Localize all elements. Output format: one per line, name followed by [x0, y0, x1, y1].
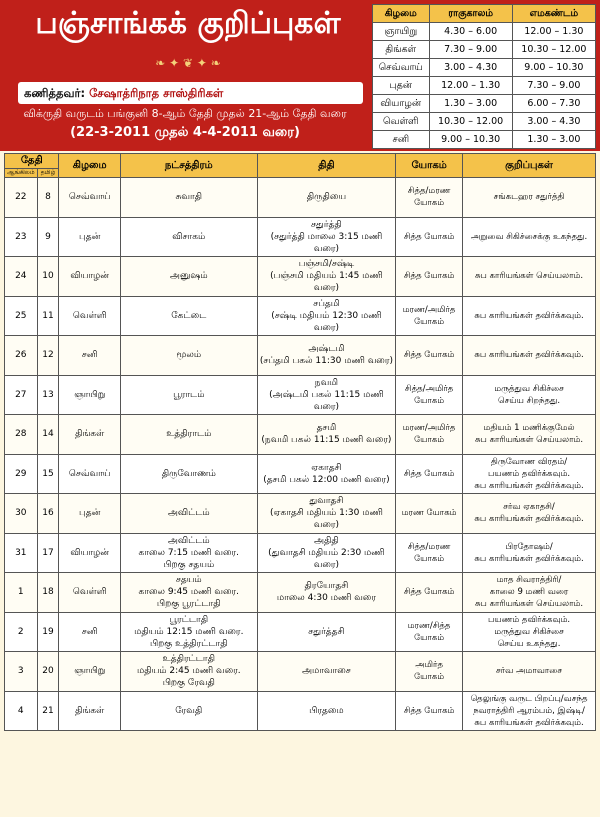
date-english-cell: 26	[5, 336, 38, 376]
notes-cell: சுப காரியங்கள் செய்யலாம்.	[463, 257, 596, 297]
header-notes: குறிப்புகள்	[463, 154, 596, 178]
date-english-cell: 31	[5, 533, 38, 573]
date-tamil-cell: 15	[37, 454, 59, 494]
rahu-kalam-cell: 12.00 – 1.30	[429, 77, 512, 95]
yoga-cell: சித்த/மரண யோகம்	[396, 178, 463, 218]
date-tamil-cell: 10	[37, 257, 59, 297]
day-cell: வியாழன்	[59, 257, 120, 297]
tithi-cell: பஞ்சமி/சஷ்டி (பஞ்சமி மதியம் 1:45 மணி வரை)	[257, 257, 396, 297]
rahu-table-row	[373, 23, 596, 41]
rahu-table-row	[373, 41, 596, 59]
tithi-cell: தசமி (நவமி பகல் 11:15 மணி வரை)	[257, 415, 396, 455]
table-row	[5, 612, 596, 652]
rahu-day-cell: வியாழன்	[373, 95, 430, 113]
star-cell: ரேவதி	[120, 691, 257, 731]
header-day: கிழமை	[59, 154, 120, 178]
notes-cell: திருவோண விரதம்/ பயணம் தவிர்க்கவும். சுப காரியங்கள் தவிர்க்கவும்.	[463, 454, 596, 494]
tithi-cell: திருதியை	[257, 178, 396, 218]
table-row	[5, 691, 596, 731]
ornament-divider: ❧ ✦ ❦ ✦ ❧	[155, 56, 221, 70]
table-row	[5, 178, 596, 218]
emagandam-cell: 10.30 – 12.00	[512, 41, 595, 59]
day-cell: புதன்	[59, 494, 120, 534]
table-row	[5, 454, 596, 494]
rahu-table-row	[373, 131, 596, 149]
rahu-header-cell: ராகுகாலம்	[429, 5, 512, 23]
star-cell: அவிட்டம் காலை 7:15 மணி வரை. பிறகு சதயம்	[120, 533, 257, 573]
day-cell: செவ்வாய்	[59, 454, 120, 494]
star-cell: கேட்டை	[120, 296, 257, 336]
day-cell: திங்கள்	[59, 415, 120, 455]
date-tamil-cell: 19	[37, 612, 59, 652]
header-panel	[0, 0, 600, 151]
date-english-cell: 29	[5, 454, 38, 494]
date-english-cell: 23	[5, 217, 38, 257]
yoga-cell: சித்த யோகம்	[396, 336, 463, 376]
date-tamil-cell: 18	[37, 573, 59, 613]
panchangam-table	[4, 153, 596, 731]
tithi-cell: பிரதமை	[257, 691, 396, 731]
yoga-cell: மரண யோகம்	[396, 494, 463, 534]
rahu-table-body	[373, 23, 596, 149]
rahu-kalam-cell: 10.30 – 12.00	[429, 113, 512, 131]
yoga-cell: மரண/அமிர்த யோகம்	[396, 415, 463, 455]
rahu-kalam-table	[372, 4, 596, 149]
date-tamil-cell: 12	[37, 336, 59, 376]
period-dates: (22-3-2011 முதல் 4-4-2011 வரை)	[70, 125, 300, 140]
day-cell: திங்கள்	[59, 691, 120, 731]
rahu-kalam-cell: 7.30 – 9.00	[429, 41, 512, 59]
yoga-cell: சித்த யோகம்	[396, 454, 463, 494]
date-english-cell: 30	[5, 494, 38, 534]
date-english-cell: 28	[5, 415, 38, 455]
star-cell: அவிட்டம்	[120, 494, 257, 534]
date-english-cell: 25	[5, 296, 38, 336]
table-row	[5, 217, 596, 257]
tithi-cell: திரயோதசி மாலை 4:30 மணி வரை	[257, 573, 396, 613]
author-label: கணித்தவர்:	[24, 86, 86, 100]
tithi-cell: சதுர்த்தி (சதுர்த்தி மாலை 3:15 மணி வரை)	[257, 217, 396, 257]
emagandam-cell: 7.30 – 9.00	[512, 77, 595, 95]
author-name: சேஷாத்ரிநாத சாஸ்திரிகள்	[89, 86, 224, 100]
header-tithi: திதி	[257, 154, 396, 178]
main-table-body	[5, 178, 596, 731]
day-cell: ஞாயிறு	[59, 652, 120, 692]
star-cell: திருவோணம்	[120, 454, 257, 494]
table-row	[5, 573, 596, 613]
main-table-header	[5, 154, 596, 169]
date-tamil-cell: 8	[37, 178, 59, 218]
notes-cell: சுப காரியங்கள் தவிர்க்கவும்.	[463, 336, 596, 376]
day-cell: வெள்ளி	[59, 296, 120, 336]
table-row	[5, 375, 596, 415]
page-title: பஞ்சாங்கக் குறிப்புகள்	[35, 6, 341, 41]
star-cell: விசாகம்	[120, 217, 257, 257]
star-cell: பூரட்டாதி மதியம் 12:15 மணி வரை. பிறகு உத்திரட்டாதி	[120, 612, 257, 652]
date-tamil-cell: 11	[37, 296, 59, 336]
day-cell: புதன்	[59, 217, 120, 257]
rahu-day-cell: புதன்	[373, 77, 430, 95]
date-tamil-cell: 20	[37, 652, 59, 692]
rahu-day-cell: செவ்வாய்	[373, 59, 430, 77]
table-row	[5, 494, 596, 534]
yoga-cell: மரண/அமிர்த யோகம்	[396, 296, 463, 336]
yoga-cell: சித்த யோகம்	[396, 691, 463, 731]
rahu-table-header	[373, 5, 596, 23]
notes-cell: பிரதோஷம்/ சுப காரியங்கள் தவிர்க்கவும்.	[463, 533, 596, 573]
tithi-cell: துவாதசி (ஏகாதசி மதியம் 1:30 மணி வரை)	[257, 494, 396, 534]
day-cell: சனி	[59, 612, 120, 652]
rahu-table-row	[373, 95, 596, 113]
author-line	[18, 82, 363, 104]
star-cell: சுவாதி	[120, 178, 257, 218]
header-date: தேதி	[5, 154, 59, 169]
period-line: விக்ருதி வருடம் பங்குனி 8-ஆம் தேதி முதல் 21-ஆம் தேதி வரை	[23, 107, 347, 120]
date-tamil-cell: 16	[37, 494, 59, 534]
tithi-cell: அமாவாசை	[257, 652, 396, 692]
date-tamil-cell: 17	[37, 533, 59, 573]
rahu-header-cell: எமகண்டம்	[512, 5, 595, 23]
date-tamil-cell: 14	[37, 415, 59, 455]
star-cell: உத்திராடம்	[120, 415, 257, 455]
table-row	[5, 257, 596, 297]
date-english-cell: 22	[5, 178, 38, 218]
table-row	[5, 296, 596, 336]
date-tamil-cell: 13	[37, 375, 59, 415]
date-english-cell: 3	[5, 652, 38, 692]
day-cell: சனி	[59, 336, 120, 376]
notes-cell: அறுவை சிகிச்சைக்கு உகந்தது.	[463, 217, 596, 257]
yoga-cell: அமிர்த யோகம்	[396, 652, 463, 692]
rahu-header-cell: கிழமை	[373, 5, 430, 23]
date-english-cell: 27	[5, 375, 38, 415]
notes-cell: சர்வ அமாவாசை	[463, 652, 596, 692]
table-row	[5, 415, 596, 455]
tithi-cell: அதிதி (துவாதசி மதியம் 2:30 மணி வரை)	[257, 533, 396, 573]
date-tamil-cell: 9	[37, 217, 59, 257]
notes-cell: மருத்துவ சிகிச்சை செய்ய சிறந்தது.	[463, 375, 596, 415]
notes-cell: தெலுங்கு வருட பிறப்பு/வசந்த நவராத்திரி ஆரம்பம், இஷ்டி/ சுப காரியங்கள் தவிர்க்கவும்.	[463, 691, 596, 731]
tithi-cell: நவமி (அஷ்டமி பகல் 11:15 மணி வரை)	[257, 375, 396, 415]
star-cell: உத்திரட்டாதி மதியம் 2:45 மணி வரை. பிறகு ரேவதி	[120, 652, 257, 692]
tithi-cell: சப்தமி (சஷ்டி மதியம் 12:30 மணி வரை)	[257, 296, 396, 336]
notes-cell: பயணம் தவிர்க்கவும். மருத்துவ சிகிச்சை செய்ய உகந்தது.	[463, 612, 596, 652]
rahu-table-row	[373, 59, 596, 77]
yoga-cell: சித்த/அமிர்த யோகம்	[396, 375, 463, 415]
day-cell: செவ்வாய்	[59, 178, 120, 218]
date-english-cell: 2	[5, 612, 38, 652]
date-english-cell: 24	[5, 257, 38, 297]
yoga-cell: சித்த யோகம்	[396, 573, 463, 613]
notes-cell: சங்கடஹர சதுர்த்தி	[463, 178, 596, 218]
rahu-kalam-cell: 3.00 – 4.30	[429, 59, 512, 77]
header-yoga: யோகம்	[396, 154, 463, 178]
date-english-cell: 1	[5, 573, 38, 613]
notes-cell: சர்வ ஏகாதசி/ சுப காரியங்கள் தவிர்க்கவும்.	[463, 494, 596, 534]
day-cell: வெள்ளி	[59, 573, 120, 613]
star-cell: சதயம் காலை 9:45 மணி வரை. பிறகு பூரட்டாதி	[120, 573, 257, 613]
rahu-kalam-cell: 1.30 – 3.00	[429, 95, 512, 113]
table-row	[5, 336, 596, 376]
yoga-cell: சித்த யோகம்	[396, 257, 463, 297]
yoga-cell: மரண/சித்த யோகம்	[396, 612, 463, 652]
rahu-day-cell: வெள்ளி	[373, 113, 430, 131]
star-cell: மூலம்	[120, 336, 257, 376]
notes-cell: சுப காரியங்கள் தவிர்க்கவும்.	[463, 296, 596, 336]
date-english-cell: 4	[5, 691, 38, 731]
emagandam-cell: 3.00 – 4.30	[512, 113, 595, 131]
tithi-cell: ஏகாதசி (தசமி பகல் 12:00 மணி வரை)	[257, 454, 396, 494]
star-cell: பூராடம்	[120, 375, 257, 415]
emagandam-cell: 9.00 – 10.30	[512, 59, 595, 77]
table-row	[5, 652, 596, 692]
day-cell: வியாழன்	[59, 533, 120, 573]
date-tamil-cell: 21	[37, 691, 59, 731]
rahu-day-cell: ஞாயிறு	[373, 23, 430, 41]
header-date-tamil: தமிழ்	[37, 169, 59, 178]
emagandam-cell: 12.00 – 1.30	[512, 23, 595, 41]
day-cell: ஞாயிறு	[59, 375, 120, 415]
star-cell: அனுஷம்	[120, 257, 257, 297]
yoga-cell: சித்த/மரண யோகம்	[396, 533, 463, 573]
rahu-day-cell: சனி	[373, 131, 430, 149]
tithi-cell: சதுர்த்தசி	[257, 612, 396, 652]
notes-cell: மதியம் 1 மணிக்குமேல் சுப காரியங்கள் செய்யலாம்.	[463, 415, 596, 455]
notes-cell: மாத சிவராத்திரி/ காலை 9 மணி வரை சுப காரியங்கள் செய்யலாம்.	[463, 573, 596, 613]
rahu-kalam-cell: 9.00 – 10.30	[429, 131, 512, 149]
emagandam-cell: 6.00 – 7.30	[512, 95, 595, 113]
yoga-cell: சித்த யோகம்	[396, 217, 463, 257]
rahu-table-row	[373, 113, 596, 131]
table-row	[5, 533, 596, 573]
rahu-day-cell: திங்கள்	[373, 41, 430, 59]
emagandam-cell: 1.30 – 3.00	[512, 131, 595, 149]
header-date-english: ஆங்கிலம்	[5, 169, 38, 178]
rahu-table-row	[373, 77, 596, 95]
header-star: நட்சத்திரம்	[120, 154, 257, 178]
tithi-cell: அஷ்டமி (சப்தமி பகல் 11:30 மணி வரை)	[257, 336, 396, 376]
rahu-kalam-cell: 4.30 – 6.00	[429, 23, 512, 41]
